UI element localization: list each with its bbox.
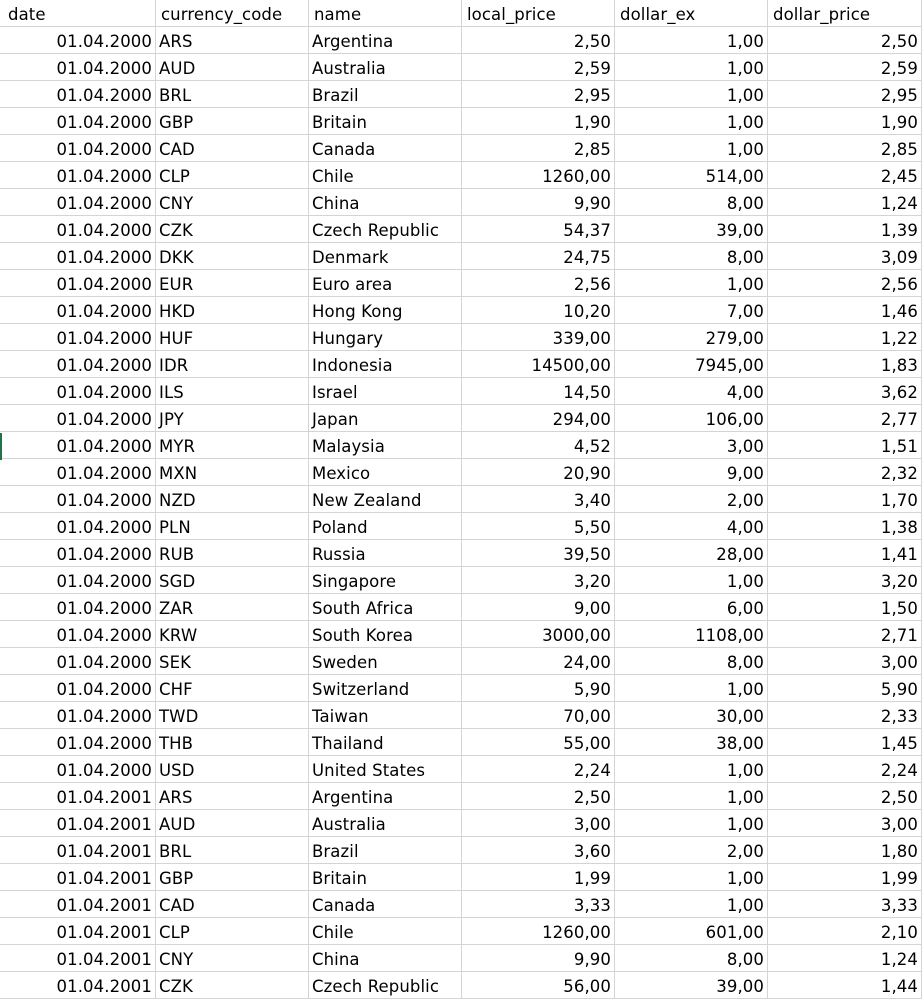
cell-currency-code[interactable]: CZK: [156, 216, 309, 243]
cell-currency-code[interactable]: KRW: [156, 621, 309, 648]
table-row: [0, 756, 922, 783]
table-row: [0, 270, 922, 297]
cell-name[interactable]: Denmark: [309, 243, 462, 270]
cell-date[interactable]: 01.04.2000: [0, 27, 156, 54]
cell-dollar-price[interactable]: 2,56: [768, 270, 922, 297]
cell-dollar-price[interactable]: 2,45: [768, 162, 922, 189]
cell-date[interactable]: 01.04.2000: [0, 567, 156, 594]
cell-name[interactable]: Thailand: [309, 729, 462, 756]
cell-dollar-ex[interactable]: 514,00: [615, 162, 768, 189]
cell-dollar-ex[interactable]: 8,00: [615, 648, 768, 675]
cell-date[interactable]: 01.04.2000: [0, 216, 156, 243]
table-row: [0, 675, 922, 702]
table-row: [0, 324, 922, 351]
cell-dollar-ex[interactable]: 1,00: [615, 891, 768, 918]
cell-dollar-ex[interactable]: 2,00: [615, 837, 768, 864]
cell-dollar-ex[interactable]: 106,00: [615, 405, 768, 432]
cell-dollar-ex[interactable]: 1,00: [615, 810, 768, 837]
cell-dollar-ex[interactable]: 2,00: [615, 486, 768, 513]
cell-local-price[interactable]: 339,00: [462, 324, 615, 351]
cell-dollar-price[interactable]: 2,32: [768, 459, 922, 486]
cell-dollar-price[interactable]: 1,44: [768, 972, 922, 999]
cell-currency-code[interactable]: GBP: [156, 108, 309, 135]
cell-date[interactable]: 01.04.2000: [0, 594, 156, 621]
cell-name[interactable]: Singapore: [309, 567, 462, 594]
cell-dollar-ex[interactable]: 7,00: [615, 297, 768, 324]
cell-date[interactable]: 01.04.2000: [0, 432, 156, 459]
cell-name[interactable]: United States: [309, 756, 462, 783]
cell-local-price[interactable]: 5,50: [462, 513, 615, 540]
cell-name[interactable]: Brazil: [309, 81, 462, 108]
cell-name[interactable]: Chile: [309, 918, 462, 945]
cell-currency-code[interactable]: RUB: [156, 540, 309, 567]
table-row: [0, 810, 922, 837]
cell-currency-code[interactable]: BRL: [156, 837, 309, 864]
cell-currency-code[interactable]: TWD: [156, 702, 309, 729]
cell-date[interactable]: 01.04.2000: [0, 108, 156, 135]
cell-dollar-ex[interactable]: 1,00: [615, 54, 768, 81]
table-row: [0, 594, 922, 621]
table-row: [0, 189, 922, 216]
table-row: [0, 486, 922, 513]
table-row: [0, 54, 922, 81]
cell-dollar-price[interactable]: 2,50: [768, 27, 922, 54]
cell-local-price[interactable]: 5,90: [462, 675, 615, 702]
cell-name[interactable]: South Korea: [309, 621, 462, 648]
cell-name[interactable]: Mexico: [309, 459, 462, 486]
cell-date[interactable]: 01.04.2000: [0, 729, 156, 756]
cell-dollar-ex[interactable]: 7945,00: [615, 351, 768, 378]
cell-dollar-price[interactable]: 5,90: [768, 675, 922, 702]
cell-currency-code[interactable]: AUD: [156, 810, 309, 837]
cell-dollar-price[interactable]: 2,59: [768, 54, 922, 81]
cell-dollar-ex[interactable]: 9,00: [615, 459, 768, 486]
cell-dollar-price[interactable]: 3,00: [768, 648, 922, 675]
cell-name[interactable]: Japan: [309, 405, 462, 432]
cell-date[interactable]: 01.04.2000: [0, 270, 156, 297]
table-row: [0, 702, 922, 729]
table-row: [0, 108, 922, 135]
cell-local-price[interactable]: 2,50: [462, 27, 615, 54]
cell-date[interactable]: 01.04.2000: [0, 378, 156, 405]
cell-name[interactable]: Hong Kong: [309, 297, 462, 324]
cell-dollar-ex[interactable]: 8,00: [615, 945, 768, 972]
table-row: [0, 891, 922, 918]
cell-currency-code[interactable]: PLN: [156, 513, 309, 540]
cell-dollar-ex[interactable]: 4,00: [615, 378, 768, 405]
cell-dollar-ex[interactable]: 8,00: [615, 243, 768, 270]
cell-local-price[interactable]: 9,90: [462, 945, 615, 972]
cell-date[interactable]: 01.04.2000: [0, 135, 156, 162]
cell-date[interactable]: 01.04.2000: [0, 702, 156, 729]
cell-name[interactable]: Malaysia: [309, 432, 462, 459]
cell-dollar-price[interactable]: 2,77: [768, 405, 922, 432]
cell-date[interactable]: 01.04.2000: [0, 621, 156, 648]
table-row: [0, 27, 922, 54]
cell-dollar-ex[interactable]: 1,00: [615, 675, 768, 702]
table-row: [0, 918, 922, 945]
cell-dollar-ex[interactable]: 30,00: [615, 702, 768, 729]
cell-currency-code[interactable]: CLP: [156, 162, 309, 189]
cell-date[interactable]: 01.04.2001: [0, 810, 156, 837]
header-cell-dollar-price[interactable]: dollar_price: [768, 0, 922, 27]
cell-currency-code[interactable]: MYR: [156, 432, 309, 459]
cell-name[interactable]: Canada: [309, 891, 462, 918]
cell-date[interactable]: 01.04.2001: [0, 837, 156, 864]
cell-date[interactable]: 01.04.2000: [0, 54, 156, 81]
cell-currency-code[interactable]: AUD: [156, 54, 309, 81]
cell-dollar-price[interactable]: 2,33: [768, 702, 922, 729]
cell-dollar-ex[interactable]: 3,00: [615, 432, 768, 459]
table-row: [0, 567, 922, 594]
cell-date[interactable]: 01.04.2001: [0, 945, 156, 972]
table-row: [0, 783, 922, 810]
table-row: [0, 216, 922, 243]
cell-name[interactable]: Russia: [309, 540, 462, 567]
cell-dollar-price[interactable]: 1,99: [768, 864, 922, 891]
cell-name[interactable]: Taiwan: [309, 702, 462, 729]
cell-dollar-price[interactable]: 3,33: [768, 891, 922, 918]
header-row: [0, 0, 922, 27]
cell-name[interactable]: Australia: [309, 810, 462, 837]
cell-date[interactable]: 01.04.2000: [0, 297, 156, 324]
table-row: [0, 432, 922, 459]
cell-name[interactable]: Britain: [309, 108, 462, 135]
cell-name[interactable]: Euro area: [309, 270, 462, 297]
cell-dollar-price[interactable]: 2,95: [768, 81, 922, 108]
cell-local-price[interactable]: 1,90: [462, 108, 615, 135]
cell-dollar-price[interactable]: 1,41: [768, 540, 922, 567]
cell-currency-code[interactable]: HUF: [156, 324, 309, 351]
cell-currency-code[interactable]: CNY: [156, 189, 309, 216]
cell-dollar-ex[interactable]: 1,00: [615, 864, 768, 891]
cell-name[interactable]: Hungary: [309, 324, 462, 351]
cell-local-price[interactable]: 1260,00: [462, 918, 615, 945]
cell-dollar-price[interactable]: 1,24: [768, 945, 922, 972]
cell-local-price[interactable]: 3,60: [462, 837, 615, 864]
cell-name[interactable]: Switzerland: [309, 675, 462, 702]
cell-currency-code[interactable]: USD: [156, 756, 309, 783]
cell-local-price[interactable]: 20,90: [462, 459, 615, 486]
cell-local-price[interactable]: 3,40: [462, 486, 615, 513]
cell-currency-code[interactable]: ARS: [156, 27, 309, 54]
table-row: [0, 351, 922, 378]
cell-local-price[interactable]: 2,59: [462, 54, 615, 81]
cell-dollar-price[interactable]: 1,70: [768, 486, 922, 513]
cell-local-price[interactable]: 55,00: [462, 729, 615, 756]
table-row: [0, 378, 922, 405]
cell-dollar-price[interactable]: 1,80: [768, 837, 922, 864]
cell-dollar-price[interactable]: 2,85: [768, 135, 922, 162]
cell-dollar-ex[interactable]: 6,00: [615, 594, 768, 621]
cell-name[interactable]: Argentina: [309, 783, 462, 810]
cell-currency-code[interactable]: CAD: [156, 891, 309, 918]
cell-local-price[interactable]: 3000,00: [462, 621, 615, 648]
table-row: [0, 135, 922, 162]
cell-dollar-price[interactable]: 1,45: [768, 729, 922, 756]
table-row: [0, 459, 922, 486]
cell-currency-code[interactable]: EUR: [156, 270, 309, 297]
cell-name[interactable]: Britain: [309, 864, 462, 891]
cell-dollar-price[interactable]: 1,50: [768, 594, 922, 621]
table-row: [0, 621, 922, 648]
table-row: [0, 162, 922, 189]
cell-dollar-ex[interactable]: 28,00: [615, 540, 768, 567]
cell-dollar-price[interactable]: 3,00: [768, 810, 922, 837]
cell-name[interactable]: Chile: [309, 162, 462, 189]
cell-dollar-price[interactable]: 1,39: [768, 216, 922, 243]
cell-date[interactable]: 01.04.2000: [0, 81, 156, 108]
cell-local-price[interactable]: 14500,00: [462, 351, 615, 378]
cell-currency-code[interactable]: CNY: [156, 945, 309, 972]
cell-local-price[interactable]: 14,50: [462, 378, 615, 405]
cell-name[interactable]: Brazil: [309, 837, 462, 864]
cell-local-price[interactable]: 9,90: [462, 189, 615, 216]
cell-name[interactable]: China: [309, 945, 462, 972]
cell-date[interactable]: 01.04.2000: [0, 675, 156, 702]
cell-dollar-ex[interactable]: 1,00: [615, 270, 768, 297]
cell-currency-code[interactable]: JPY: [156, 405, 309, 432]
cell-name[interactable]: Indonesia: [309, 351, 462, 378]
cell-local-price[interactable]: 3,33: [462, 891, 615, 918]
cell-name[interactable]: Poland: [309, 513, 462, 540]
cell-name[interactable]: Argentina: [309, 27, 462, 54]
cell-local-price[interactable]: 56,00: [462, 972, 615, 999]
cell-currency-code[interactable]: ARS: [156, 783, 309, 810]
cell-dollar-ex[interactable]: 1,00: [615, 756, 768, 783]
cell-local-price[interactable]: 3,00: [462, 810, 615, 837]
cell-date[interactable]: 01.04.2001: [0, 972, 156, 999]
cell-dollar-ex[interactable]: 8,00: [615, 189, 768, 216]
cell-name[interactable]: South Africa: [309, 594, 462, 621]
cell-local-price[interactable]: 2,50: [462, 783, 615, 810]
cell-dollar-price[interactable]: 3,20: [768, 567, 922, 594]
cell-currency-code[interactable]: ZAR: [156, 594, 309, 621]
cell-dollar-ex[interactable]: 38,00: [615, 729, 768, 756]
cell-currency-code[interactable]: CLP: [156, 918, 309, 945]
cell-date[interactable]: 01.04.2000: [0, 756, 156, 783]
table-row: [0, 864, 922, 891]
cell-date[interactable]: 01.04.2000: [0, 243, 156, 270]
cell-local-price[interactable]: 24,00: [462, 648, 615, 675]
cell-dollar-price[interactable]: 1,90: [768, 108, 922, 135]
cell-date[interactable]: 01.04.2001: [0, 864, 156, 891]
cell-currency-code[interactable]: SEK: [156, 648, 309, 675]
cell-local-price[interactable]: 70,00: [462, 702, 615, 729]
cell-local-price[interactable]: 9,00: [462, 594, 615, 621]
cell-dollar-ex[interactable]: 1,00: [615, 81, 768, 108]
cell-dollar-ex[interactable]: 1,00: [615, 567, 768, 594]
cell-local-price[interactable]: 10,20: [462, 297, 615, 324]
cell-dollar-ex[interactable]: 279,00: [615, 324, 768, 351]
cell-date[interactable]: 01.04.2000: [0, 189, 156, 216]
cell-local-price[interactable]: 4,52: [462, 432, 615, 459]
table-row: [0, 405, 922, 432]
cell-date[interactable]: 01.04.2000: [0, 513, 156, 540]
cell-name[interactable]: New Zealand: [309, 486, 462, 513]
cell-dollar-price[interactable]: 3,09: [768, 243, 922, 270]
cell-dollar-ex[interactable]: 1,00: [615, 108, 768, 135]
cell-date[interactable]: 01.04.2001: [0, 918, 156, 945]
table-row: [0, 540, 922, 567]
cell-dollar-ex[interactable]: 601,00: [615, 918, 768, 945]
cell-name[interactable]: Czech Republic: [309, 972, 462, 999]
cell-dollar-price[interactable]: 2,50: [768, 783, 922, 810]
cell-local-price[interactable]: 1260,00: [462, 162, 615, 189]
table-row: [0, 81, 922, 108]
cell-dollar-price[interactable]: 2,24: [768, 756, 922, 783]
cell-dollar-ex[interactable]: 1,00: [615, 783, 768, 810]
cell-local-price[interactable]: 54,37: [462, 216, 615, 243]
cell-local-price[interactable]: 2,85: [462, 135, 615, 162]
table-row: [0, 945, 922, 972]
cell-name[interactable]: Czech Republic: [309, 216, 462, 243]
cell-local-price[interactable]: 2,56: [462, 270, 615, 297]
cell-name[interactable]: Australia: [309, 54, 462, 81]
header-cell-local-price[interactable]: local_price: [462, 0, 615, 27]
cell-dollar-ex[interactable]: 4,00: [615, 513, 768, 540]
cell-dollar-ex[interactable]: 1,00: [615, 135, 768, 162]
active-cell-indicator: [0, 433, 2, 460]
table-row: [0, 729, 922, 756]
cell-currency-code[interactable]: NZD: [156, 486, 309, 513]
cell-dollar-price[interactable]: 1,83: [768, 351, 922, 378]
cell-date[interactable]: 01.04.2000: [0, 405, 156, 432]
cell-currency-code[interactable]: GBP: [156, 864, 309, 891]
table-row: [0, 513, 922, 540]
cell-name[interactable]: Sweden: [309, 648, 462, 675]
cell-date[interactable]: 01.04.2000: [0, 459, 156, 486]
cell-dollar-price[interactable]: 2,10: [768, 918, 922, 945]
cell-currency-code[interactable]: SGD: [156, 567, 309, 594]
cell-date[interactable]: 01.04.2000: [0, 162, 156, 189]
cell-currency-code[interactable]: IDR: [156, 351, 309, 378]
cell-currency-code[interactable]: MXN: [156, 459, 309, 486]
cell-currency-code[interactable]: CHF: [156, 675, 309, 702]
header-cell-currency-code[interactable]: currency_code: [156, 0, 309, 27]
cell-dollar-ex[interactable]: 1,00: [615, 27, 768, 54]
cell-date[interactable]: 01.04.2000: [0, 540, 156, 567]
table-row: [0, 243, 922, 270]
cell-local-price[interactable]: 294,00: [462, 405, 615, 432]
cell-date[interactable]: 01.04.2000: [0, 648, 156, 675]
cell-dollar-price[interactable]: 1,51: [768, 432, 922, 459]
cell-dollar-ex[interactable]: 1108,00: [615, 621, 768, 648]
cell-currency-code[interactable]: THB: [156, 729, 309, 756]
cell-date[interactable]: 01.04.2001: [0, 891, 156, 918]
cell-dollar-price[interactable]: 2,71: [768, 621, 922, 648]
cell-dollar-price[interactable]: 1,24: [768, 189, 922, 216]
cell-local-price[interactable]: 2,24: [462, 756, 615, 783]
table-row: [0, 972, 922, 999]
cell-dollar-price[interactable]: 1,38: [768, 513, 922, 540]
cell-name[interactable]: China: [309, 189, 462, 216]
header-cell-name[interactable]: name: [309, 0, 462, 27]
cell-dollar-price[interactable]: 1,22: [768, 324, 922, 351]
cell-name[interactable]: Canada: [309, 135, 462, 162]
cell-currency-code[interactable]: CAD: [156, 135, 309, 162]
cell-local-price[interactable]: 24,75: [462, 243, 615, 270]
header-cell-dollar-ex[interactable]: dollar_ex: [615, 0, 768, 27]
cell-dollar-ex[interactable]: 39,00: [615, 216, 768, 243]
cell-date[interactable]: 01.04.2000: [0, 486, 156, 513]
cell-dollar-price[interactable]: 3,62: [768, 378, 922, 405]
cell-currency-code[interactable]: ILS: [156, 378, 309, 405]
cell-currency-code[interactable]: HKD: [156, 297, 309, 324]
cell-local-price[interactable]: 2,95: [462, 81, 615, 108]
cell-dollar-price[interactable]: 1,46: [768, 297, 922, 324]
cell-currency-code[interactable]: CZK: [156, 972, 309, 999]
cell-currency-code[interactable]: DKK: [156, 243, 309, 270]
cell-local-price[interactable]: 3,20: [462, 567, 615, 594]
cell-date[interactable]: 01.04.2000: [0, 351, 156, 378]
table-row: [0, 648, 922, 675]
cell-local-price[interactable]: 39,50: [462, 540, 615, 567]
cell-date[interactable]: 01.04.2000: [0, 324, 156, 351]
cell-dollar-ex[interactable]: 39,00: [615, 972, 768, 999]
cell-date[interactable]: 01.04.2001: [0, 783, 156, 810]
table-row: [0, 837, 922, 864]
cell-currency-code[interactable]: BRL: [156, 81, 309, 108]
header-cell-date[interactable]: date: [0, 0, 156, 27]
cell-name[interactable]: Israel: [309, 378, 462, 405]
table-row: [0, 297, 922, 324]
cell-local-price[interactable]: 1,99: [462, 864, 615, 891]
